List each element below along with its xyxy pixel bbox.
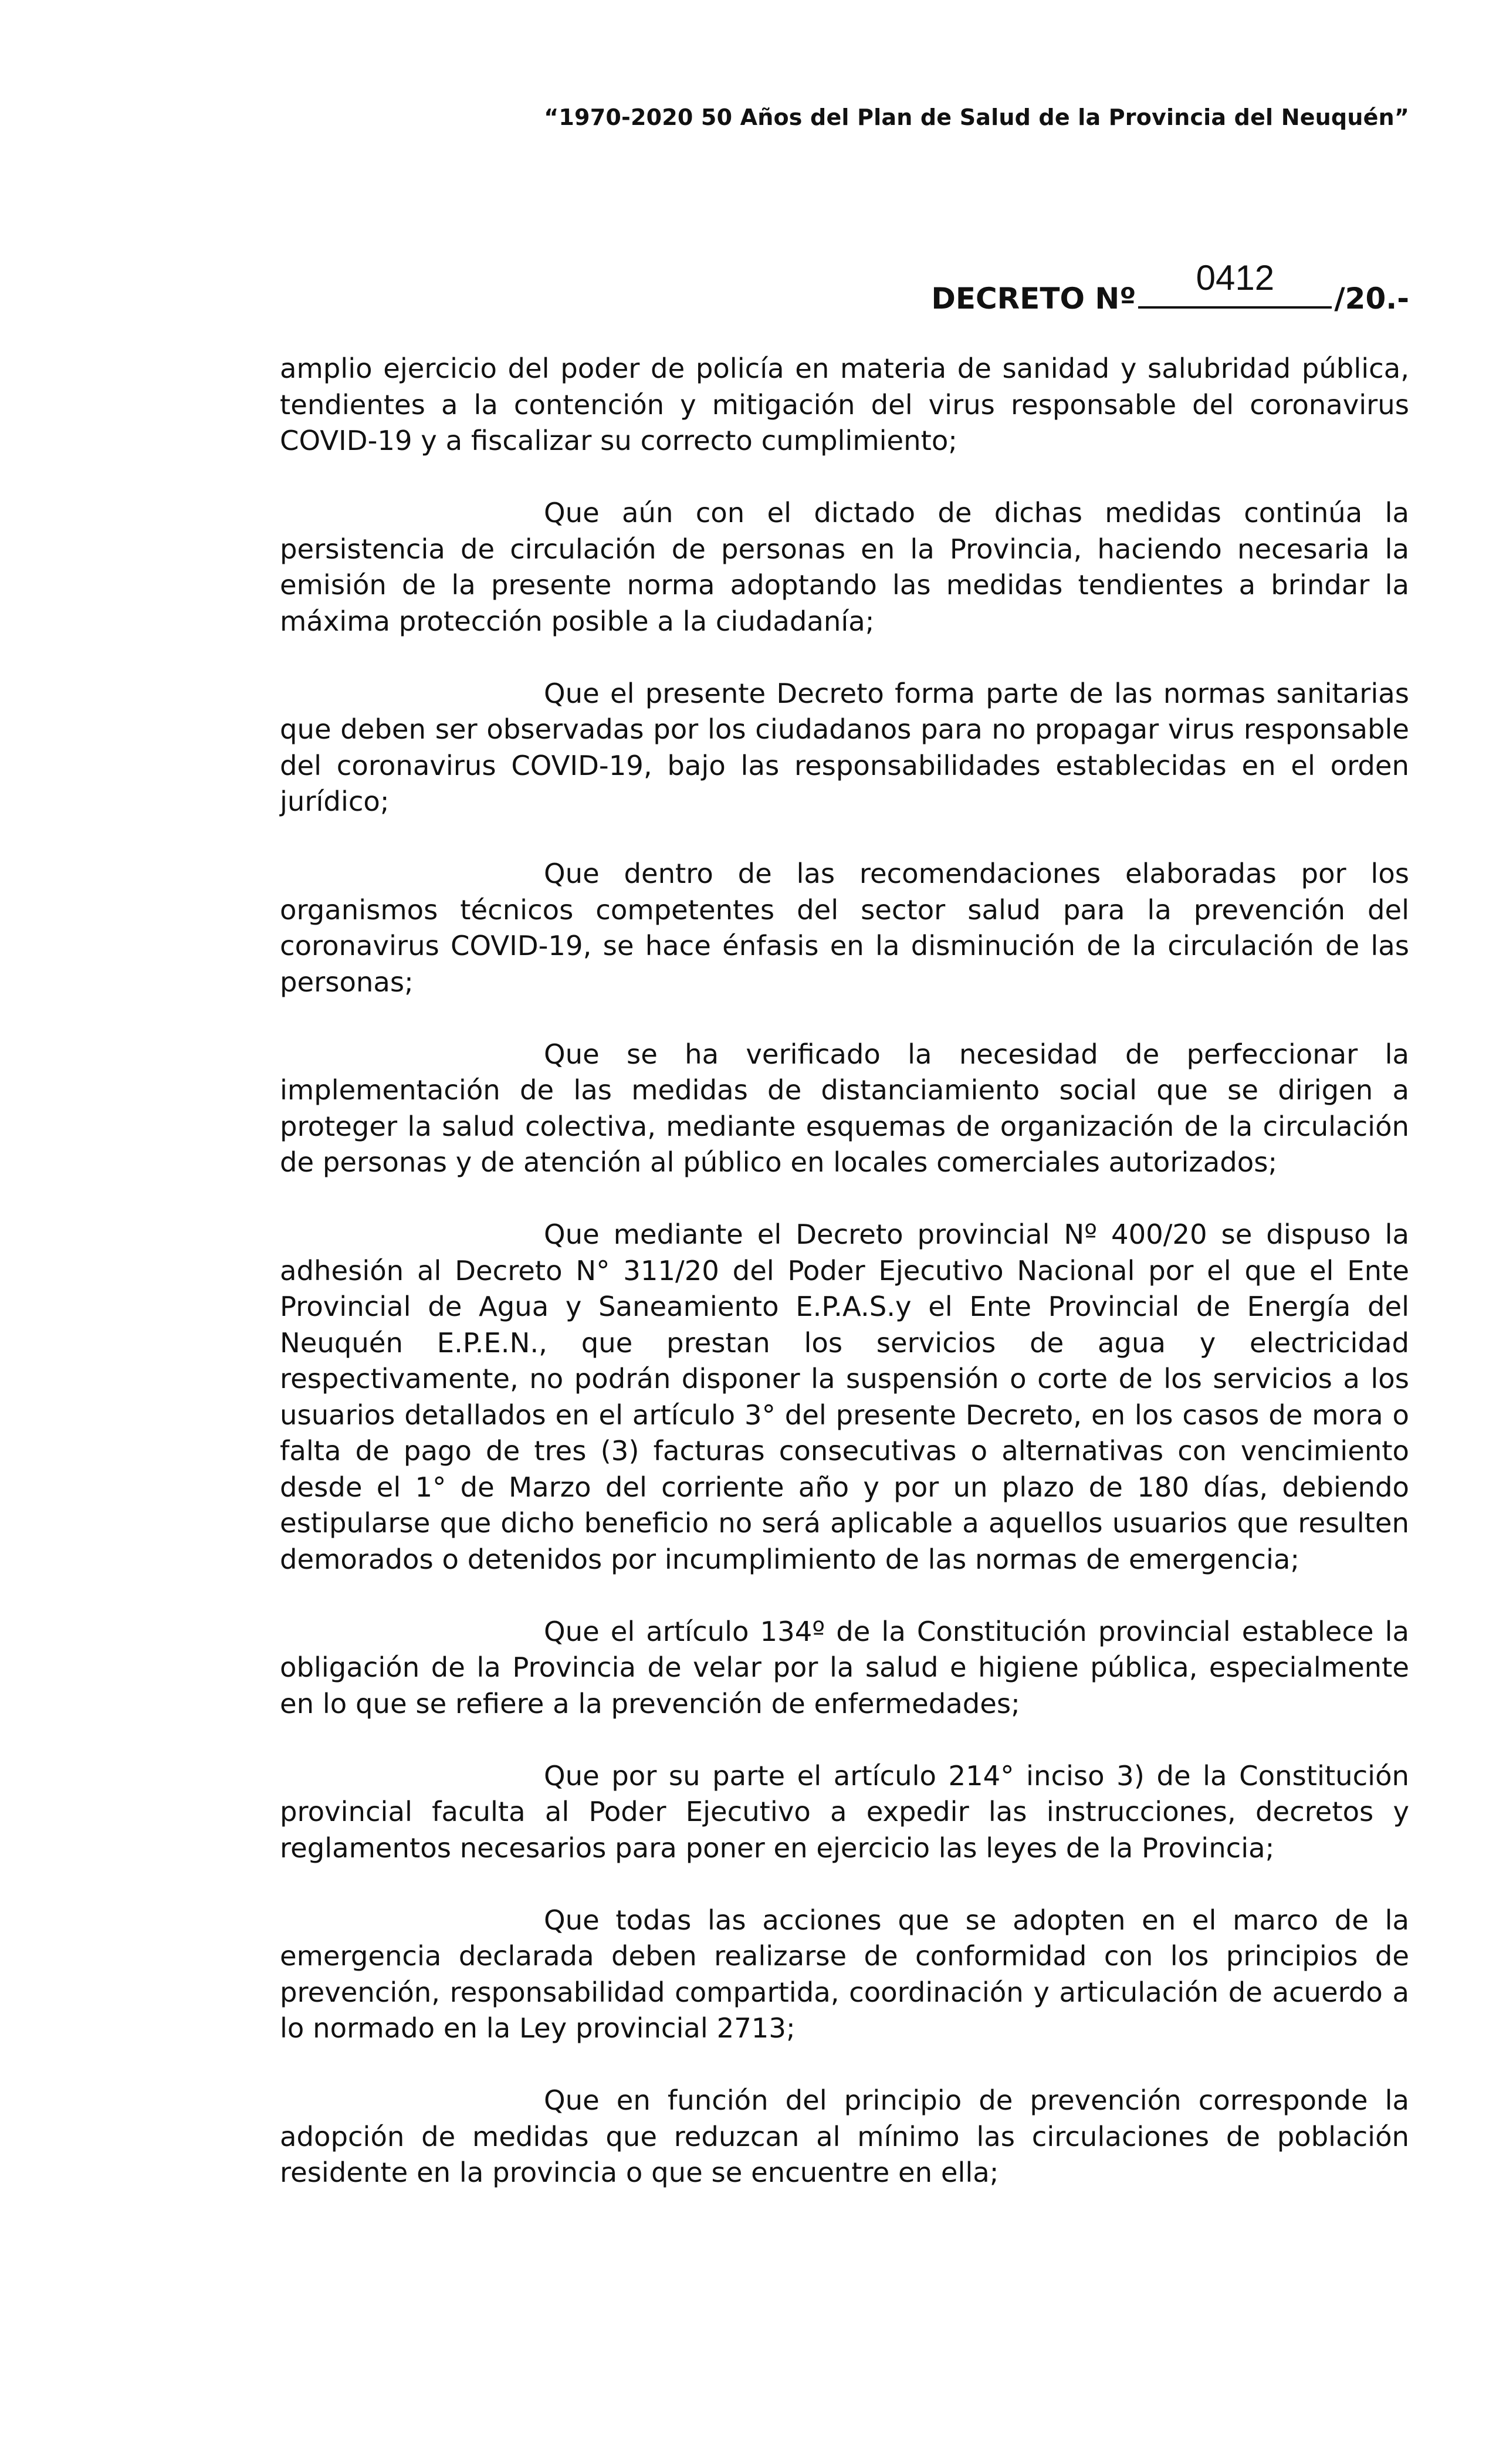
paragraph-considerando: Que aún con el dictado de dichas medidas continúa la persistencia de circulación de personas en la Provincia, haciendo necesaria la emisión de la presente norma adoptando las medidas tendientes a brindar la máxima protección posible a la ciudadanía;: [280, 497, 1409, 637]
header-motto: “1970-2020 50 Años del Plan de Salud de la Provincia del Neuquén”: [544, 104, 1409, 130]
paragraph-considerando: Que el presente Decreto forma parte de las normas sanitarias que deben ser observadas por los ciudadanos para no propagar virus responsable del coronavirus COVID-19, bajo las responsabilidades establecidas en el orden jurídico;: [280, 677, 1409, 817]
paragraph-considerando: Que en función del principio de prevención corresponde la adopción de medidas que reduzcan al mínimo las circulaciones de población residente en la provincia o que se encuentre en ella;: [280, 2084, 1409, 2188]
decree-number-field: [1138, 258, 1332, 309]
decree-body: [280, 351, 1409, 2227]
paragraph-considerando: Que se ha verificado la necesidad de perfeccionar la implementación de las medidas de distanciamiento social que se dirigen a proteger la salud colectiva, mediante esquemas de organización de la circulación de personas y de atención al público en locales comerciales autorizados;: [280, 1038, 1409, 1178]
decree-suffix: /20.-: [1334, 282, 1409, 316]
paragraph-considerando: Que por su parte el artículo 214° inciso 3) de la Constitución provincial faculta al Poder Ejecutivo a expedir las instrucciones, decretos y reglamentos necesarios para poner en ejercicio las leyes de la Provincia;: [280, 1759, 1409, 1864]
paragraph-considerando: Que todas las acciones que se adopten en el marco de la emergencia declarada deben realizarse de conformidad con los principios de prevención, responsabilidad compartida, coordinación y articulación de acuerdo a lo normado en la Ley provincial 2713;: [280, 1904, 1409, 2044]
decree-number: 0412: [1196, 258, 1275, 297]
paragraph-considerando: Que mediante el Decreto provincial Nº 400/20 se dispuso la adhesión al Decreto N° 311/20 del Poder Ejecutivo Nacional por el que el Ente Provincial de Agua y Saneamiento E.P.A.S.y el Ente Provincial de Energía del Neuquén E.P.E.N., que prestan los servicios de agua y electricidad respectivamente, no podrán disponer la suspensión o corte de los servicios a los usuarios detallados en el artículo 3° del presente Decreto, en los casos de mora o falta de pago de tres (3) facturas consecutivas o alternativas con vencimiento desde el 1° de Marzo del corriente año y por un plazo de 180 días, debiendo estipularse que dicho beneficio no será aplicable a aquellos usuarios que resulten demorados o detenidos por incumplimiento de las normas de emergencia;: [280, 1219, 1409, 1575]
paragraph-considerando: Que el artículo 134º de la Constitución provincial establece la obligación de la Provincia de velar por la salud e higiene pública, especialmente en lo que se refiere a la prevención de enfermedades;: [280, 1615, 1409, 1720]
paragraph-continuation: amplio ejercicio del poder de policía en materia de sanidad y salubridad pública, tendientes a la contención y mitigación del virus responsable del coronavirus COVID-19 y a fiscalizar su correcto cumplimiento;: [280, 353, 1409, 456]
paragraph-considerando: Que dentro de las recomendaciones elaboradas por los organismos técnicos competentes del sector salud para la prevención del coronavirus COVID-19, se hace énfasis en la disminución de la circulación de las personas;: [280, 858, 1409, 998]
decree-prefix: DECRETO Nº: [931, 282, 1136, 316]
decree-number-line: [931, 258, 1409, 316]
